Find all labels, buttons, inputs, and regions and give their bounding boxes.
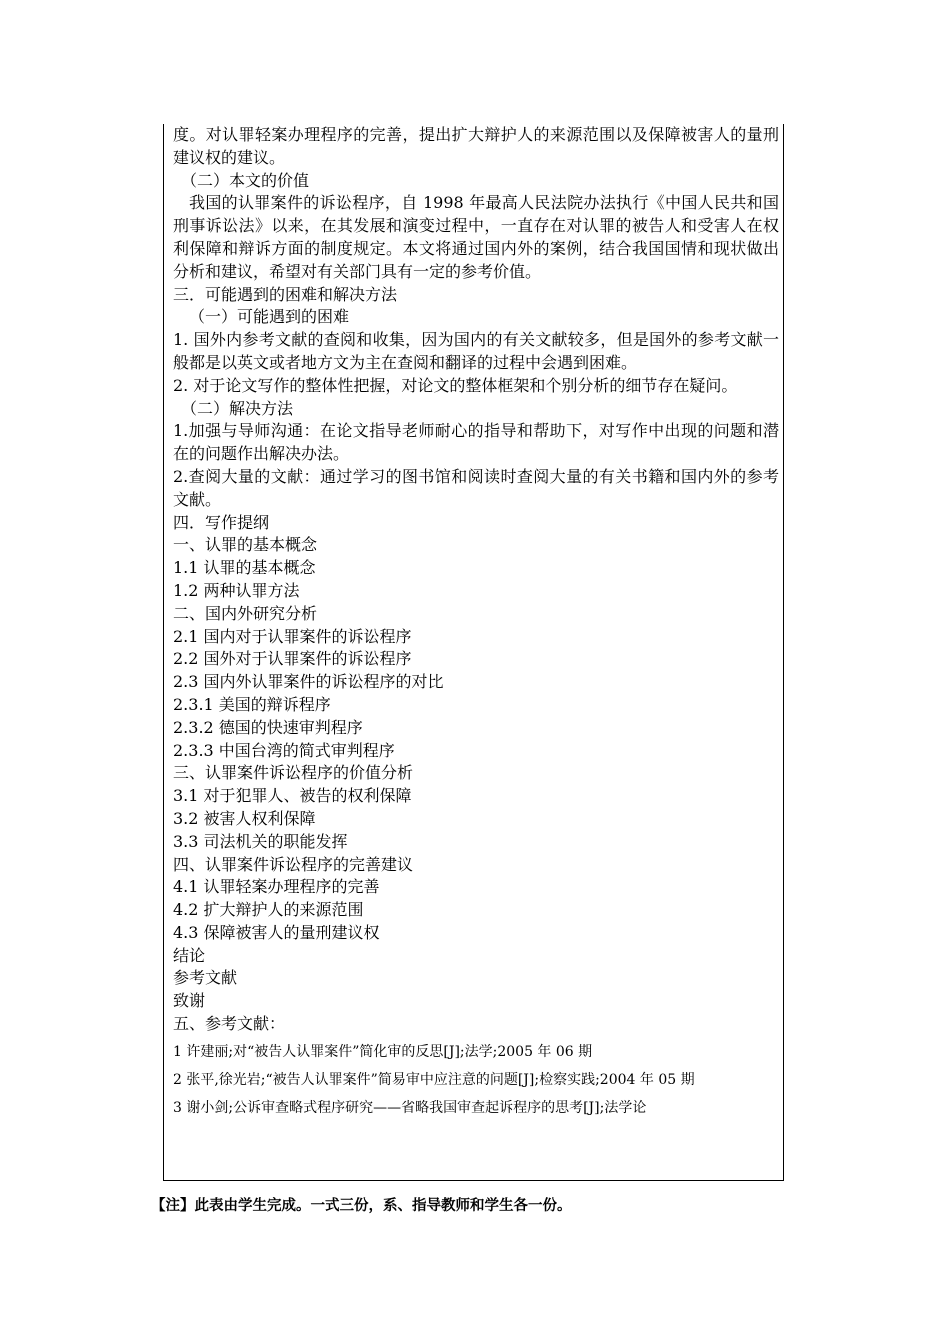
solution-item-1: 1.加强与导师沟通：在论文指导老师耐心的指导和帮助下，对写作中出现的问题和潜在的问题作出解决办法。 xyxy=(173,421,779,464)
proposal-content xyxy=(173,124,779,1118)
outline-item: 3.1 对于犯罪人、被告的权利保障 xyxy=(173,786,412,806)
outline-item: 3.2 被害人权利保障 xyxy=(173,808,316,828)
outline-item: 二、国内外研究分析 xyxy=(173,603,318,623)
reference-list xyxy=(173,1042,779,1118)
outline-item: 2.3.1 美国的辩诉程序 xyxy=(173,694,331,714)
outline-item: 四、认罪案件诉讼程序的完善建议 xyxy=(173,854,414,874)
outline-item: 1.2 两种认罪方法 xyxy=(173,580,300,600)
outline-item: 2.2 国外对于认罪案件的诉讼程序 xyxy=(173,649,412,669)
outline-item: 参考文献 xyxy=(173,968,238,988)
outline-item: 结论 xyxy=(173,945,206,965)
outline-item: 3.3 司法机关的职能发挥 xyxy=(173,831,348,851)
reference-item: 1 许建丽;对“被告人认罪案件”简化审的反思[J];法学;2005 年 06 期 xyxy=(173,1043,593,1060)
intro-paragraph: 度。对认罪轻案办理程序的完善，提出扩大辩护人的来源范围以及保障被害人的量刑建议权的建议。 xyxy=(173,125,779,167)
solution-heading: （二）解决方法 xyxy=(181,398,294,418)
outline-item: 三、认罪案件诉讼程序的价值分析 xyxy=(173,763,414,783)
outline-item: 2.3.2 德国的快速审判程序 xyxy=(173,717,363,737)
difficulty-heading: （一）可能遇到的困难 xyxy=(189,307,350,327)
outline-item: 2.3.3 中国台湾的简式审判程序 xyxy=(173,740,395,760)
value-paragraph: 我国的认罪案件的诉讼程序，自 1998 年最高人民法院办法执行《中国人民共和国刑事诉讼法》以来，在其发展和演变过程中，一直存在对认罪的被告人和受害人在权利保障和辩诉方面的制度规定。本文将通过国内外的案例，结合我国国情和现状做出分析和建议，希望对有关部门具有一定的参考价值。 xyxy=(173,193,779,281)
footer-note: 【注】此表由学生完成。一式三份，系、指导教师和学生各一份。 xyxy=(151,1198,572,1214)
difficulty-item-2: 2. 对于论文写作的整体性把握，对论文的整体框架和个别分析的细节存在疑问。 xyxy=(173,375,738,395)
outline-item: 4.3 保障被害人的量刑建议权 xyxy=(173,922,380,942)
outline-list xyxy=(173,534,779,1013)
value-heading: （二）本文的价值 xyxy=(181,170,310,190)
outline-item: 2.3 国内外认罪案件的诉讼程序的对比 xyxy=(173,672,444,692)
section5-heading: 五、参考文献： xyxy=(173,1014,286,1034)
section3-heading: 三．可能遇到的困难和解决方法 xyxy=(173,284,398,304)
outline-item: 一、认罪的基本概念 xyxy=(173,535,318,555)
outline-item: 2.1 国内对于认罪案件的诉讼程序 xyxy=(173,626,412,646)
outline-item: 4.2 扩大辩护人的来源范围 xyxy=(173,900,364,920)
section4-heading: 四．写作提纲 xyxy=(173,512,270,532)
outline-item: 致谢 xyxy=(173,991,206,1011)
difficulty-item-1: 1. 国外内参考文献的查阅和收集，因为国内的有关文献较多，但是国外的参考文献一般都是以英文或者地方文为主在查阅和翻译的过程中会遇到困难。 xyxy=(173,330,779,372)
outline-item: 4.1 认罪轻案办理程序的完善 xyxy=(173,877,380,897)
outline-item: 1.1 认罪的基本概念 xyxy=(173,558,316,578)
reference-item: 2 张平,徐光岩;“被告人认罪案件”简易审中应注意的问题[J];检察实践;2004 年 05 期 xyxy=(173,1071,695,1088)
solution-item-2: 2.查阅大量的文献：通过学习的图书馆和阅读时查阅大量的有关书籍和国内外的参考文献。 xyxy=(173,466,779,509)
reference-item: 3 谢小剑;公诉审查略式程序研究——省略我国审查起诉程序的思考[J];法学论 xyxy=(173,1099,647,1116)
proposal-table-cell xyxy=(163,124,784,1181)
